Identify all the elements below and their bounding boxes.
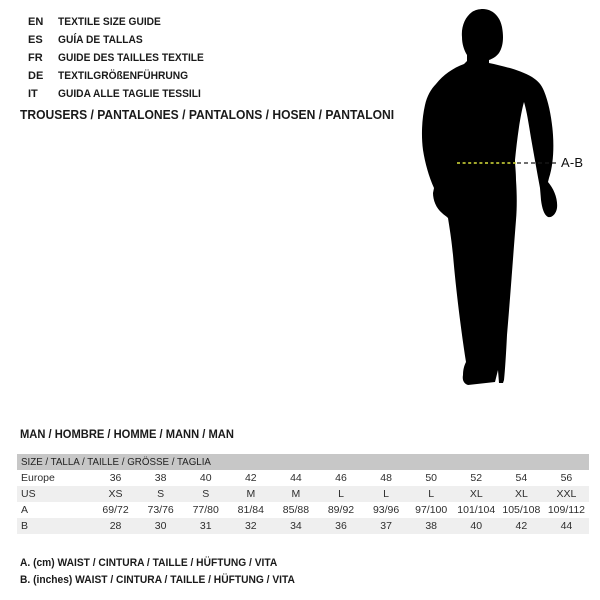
- footnote-b: [20, 571, 316, 588]
- size-cell: XL: [514, 488, 528, 500]
- footnote-b-text: B. (inches) WAIST / CINTURA / TAILLE / HÜFTUNG / VITA: [20, 573, 295, 586]
- size-cell: 46: [335, 472, 347, 484]
- size-cell: 32: [244, 520, 257, 532]
- language-label: GUIDE DES TAILLES TEXTILE: [58, 52, 204, 64]
- size-cell: 42: [515, 520, 528, 532]
- size-cell: 38: [425, 520, 438, 532]
- language-code: DE: [28, 70, 44, 82]
- size-cell: 56: [560, 472, 573, 484]
- row-label: Europe: [21, 472, 55, 484]
- size-cell: 28: [109, 520, 122, 532]
- section-title-man: [20, 427, 250, 441]
- size-cell: 73/76: [147, 504, 174, 516]
- size-cell: 81/84: [237, 504, 264, 516]
- size-cell: 44: [290, 472, 302, 484]
- footnotes: [20, 554, 316, 588]
- size-table-body: [17, 470, 589, 534]
- size-cell: 31: [199, 520, 212, 532]
- size-cell: 36: [335, 520, 347, 532]
- size-cell: 48: [380, 472, 392, 484]
- size-cell: 101/104: [457, 504, 496, 516]
- size-cell: L: [428, 488, 435, 500]
- size-cell: XS: [108, 488, 123, 500]
- footnote-a-text: A. (cm) WAIST / CINTURA / TAILLE / HÜFTUNG / VITA: [20, 556, 278, 569]
- size-cell: 93/96: [372, 504, 400, 516]
- language-code: IT: [28, 88, 38, 100]
- language-code: EN: [28, 16, 44, 28]
- size-cell: XXL: [556, 488, 577, 500]
- table-row: [17, 486, 589, 502]
- size-cell: L: [383, 488, 389, 500]
- man-silhouette-icon: [422, 9, 557, 385]
- size-cell: 105/108: [502, 504, 541, 516]
- size-cell: 109/112: [547, 504, 586, 516]
- table-row: [17, 518, 589, 534]
- size-table-header: [17, 454, 589, 470]
- garment-title-text: TROUSERS / PANTALONES / PANTALONS / HOSEN / PANTALONI: [20, 107, 395, 122]
- size-cell: 50: [425, 472, 438, 484]
- language-label: TEXTILE SIZE GUIDE: [58, 16, 161, 28]
- size-cell: 37: [380, 520, 392, 532]
- size-cell: 89/92: [327, 504, 355, 516]
- size-table: [17, 454, 589, 534]
- size-cell: 36: [109, 472, 122, 484]
- table-row: [17, 502, 589, 518]
- size-cell: 40: [470, 520, 483, 532]
- section-title-text: MAN / HOMBRE / HOMME / MANN / MAN: [20, 427, 234, 441]
- size-cell: M: [291, 488, 301, 500]
- language-code: ES: [28, 34, 43, 46]
- size-cell: 34: [290, 520, 302, 532]
- size-cell: 52: [470, 472, 483, 484]
- table-row: [17, 470, 589, 486]
- size-cell: 40: [199, 472, 212, 484]
- size-cell: 38: [154, 472, 167, 484]
- size-cell: 42: [244, 472, 257, 484]
- size-cell: M: [246, 488, 256, 500]
- size-cell: L: [338, 488, 344, 500]
- size-cell: 69/72: [102, 504, 129, 516]
- size-cell: 77/80: [192, 504, 219, 516]
- language-label: GUIDA ALLE TAGLIE TESSILI: [58, 88, 201, 100]
- size-cell: S: [202, 488, 210, 500]
- size-cell: 85/88: [282, 504, 310, 516]
- footnote-a: [20, 554, 316, 571]
- language-label: TEXTILGRÖßENFÜHRUNG: [58, 70, 189, 82]
- size-cell: 54: [515, 472, 528, 484]
- row-label: B: [21, 520, 29, 532]
- size-cell: 97/100: [415, 504, 448, 516]
- size-cell: XL: [469, 488, 483, 500]
- size-cell: 30: [154, 520, 167, 532]
- size-cell: 44: [560, 520, 573, 532]
- language-code: FR: [28, 52, 43, 64]
- row-label: A: [21, 504, 29, 516]
- waist-measure-label: A-B: [561, 155, 584, 170]
- language-label: GUÍA DE TALLAS: [58, 34, 143, 46]
- row-label: US: [21, 488, 36, 500]
- size-cell: S: [157, 488, 165, 500]
- size-table-header-text: SIZE / TALLA / TAILLE / GRÖSSE / TAGLIA: [21, 456, 211, 468]
